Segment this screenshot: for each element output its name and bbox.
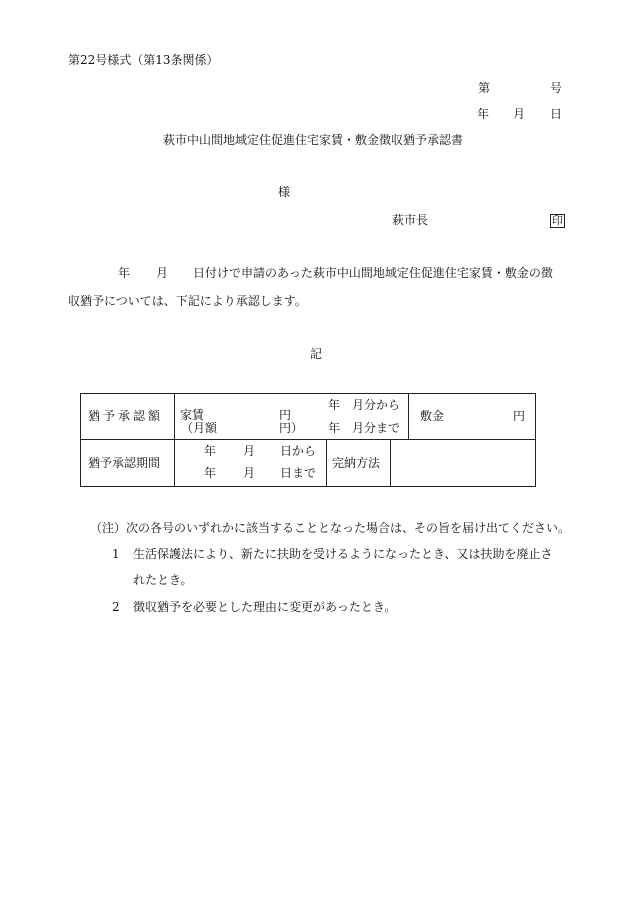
date-year: 年 <box>477 107 490 121</box>
month-from: 年 月分から <box>328 398 401 412</box>
monthly-label: （月額 <box>181 421 218 435</box>
period-from-year: 年 <box>204 444 217 458</box>
period-from-day: 日から <box>280 444 317 458</box>
period-from-month: 月 <box>243 444 256 458</box>
doc-number-suffix: 号 <box>550 81 563 95</box>
body-line1: 日付けで申請のあった萩市中山間地域定住促進住宅家賃・敷金の徴 <box>193 266 553 280</box>
note-2-text: 徴収猶予を必要とした理由に変更があったとき。 <box>133 600 397 614</box>
note-1-line2: れたとき。 <box>133 573 193 587</box>
form-number: 第22号様式（第13条関係） <box>68 53 219 67</box>
period-to-day: 日まで <box>280 466 317 480</box>
ki-heading: 記 <box>310 347 323 361</box>
method-label: 完納方法 <box>332 456 381 470</box>
approval-table <box>80 393 536 487</box>
date-month: 月 <box>513 107 526 121</box>
note-2-number: 2 <box>112 600 120 614</box>
doc-number-prefix: 第 <box>478 81 491 95</box>
monthly-yen: 円） <box>279 421 304 435</box>
body-month: 月 <box>156 266 169 280</box>
deposit-label: 敷金 <box>420 409 445 423</box>
document-title: 萩市中山間地域定住促進住宅家賃・敷金徴収猶予承認書 <box>163 133 464 147</box>
notes-header: （注）次の各号のいずれかに該当することとなった場合は、その旨を届け出てください。 <box>90 521 571 535</box>
note-1-line1: 生活保護法により、新たに扶助を受けるようになったとき、又は扶助を廃止さ <box>133 547 553 561</box>
month-to: 年 月分まで <box>328 421 401 435</box>
seal-mark: 印 <box>552 214 563 227</box>
deposit-yen: 円 <box>513 409 526 423</box>
period-label: 猶予承認期間 <box>88 456 161 470</box>
date-day: 日 <box>550 107 563 121</box>
rent-yen: 円 <box>279 408 292 422</box>
issuer-name: 萩市長 <box>392 213 429 227</box>
body-year: 年 <box>118 266 131 280</box>
period-to-year: 年 <box>204 466 217 480</box>
note-1-number: 1 <box>112 547 120 561</box>
rent-label: 家賃 <box>180 408 205 422</box>
period-to-month: 月 <box>243 466 256 480</box>
amount-label: 猶予承認額 <box>88 409 164 423</box>
body-line2: 収猶予については、下記により承認します。 <box>68 294 307 308</box>
addressee-suffix: 様 <box>278 185 291 199</box>
